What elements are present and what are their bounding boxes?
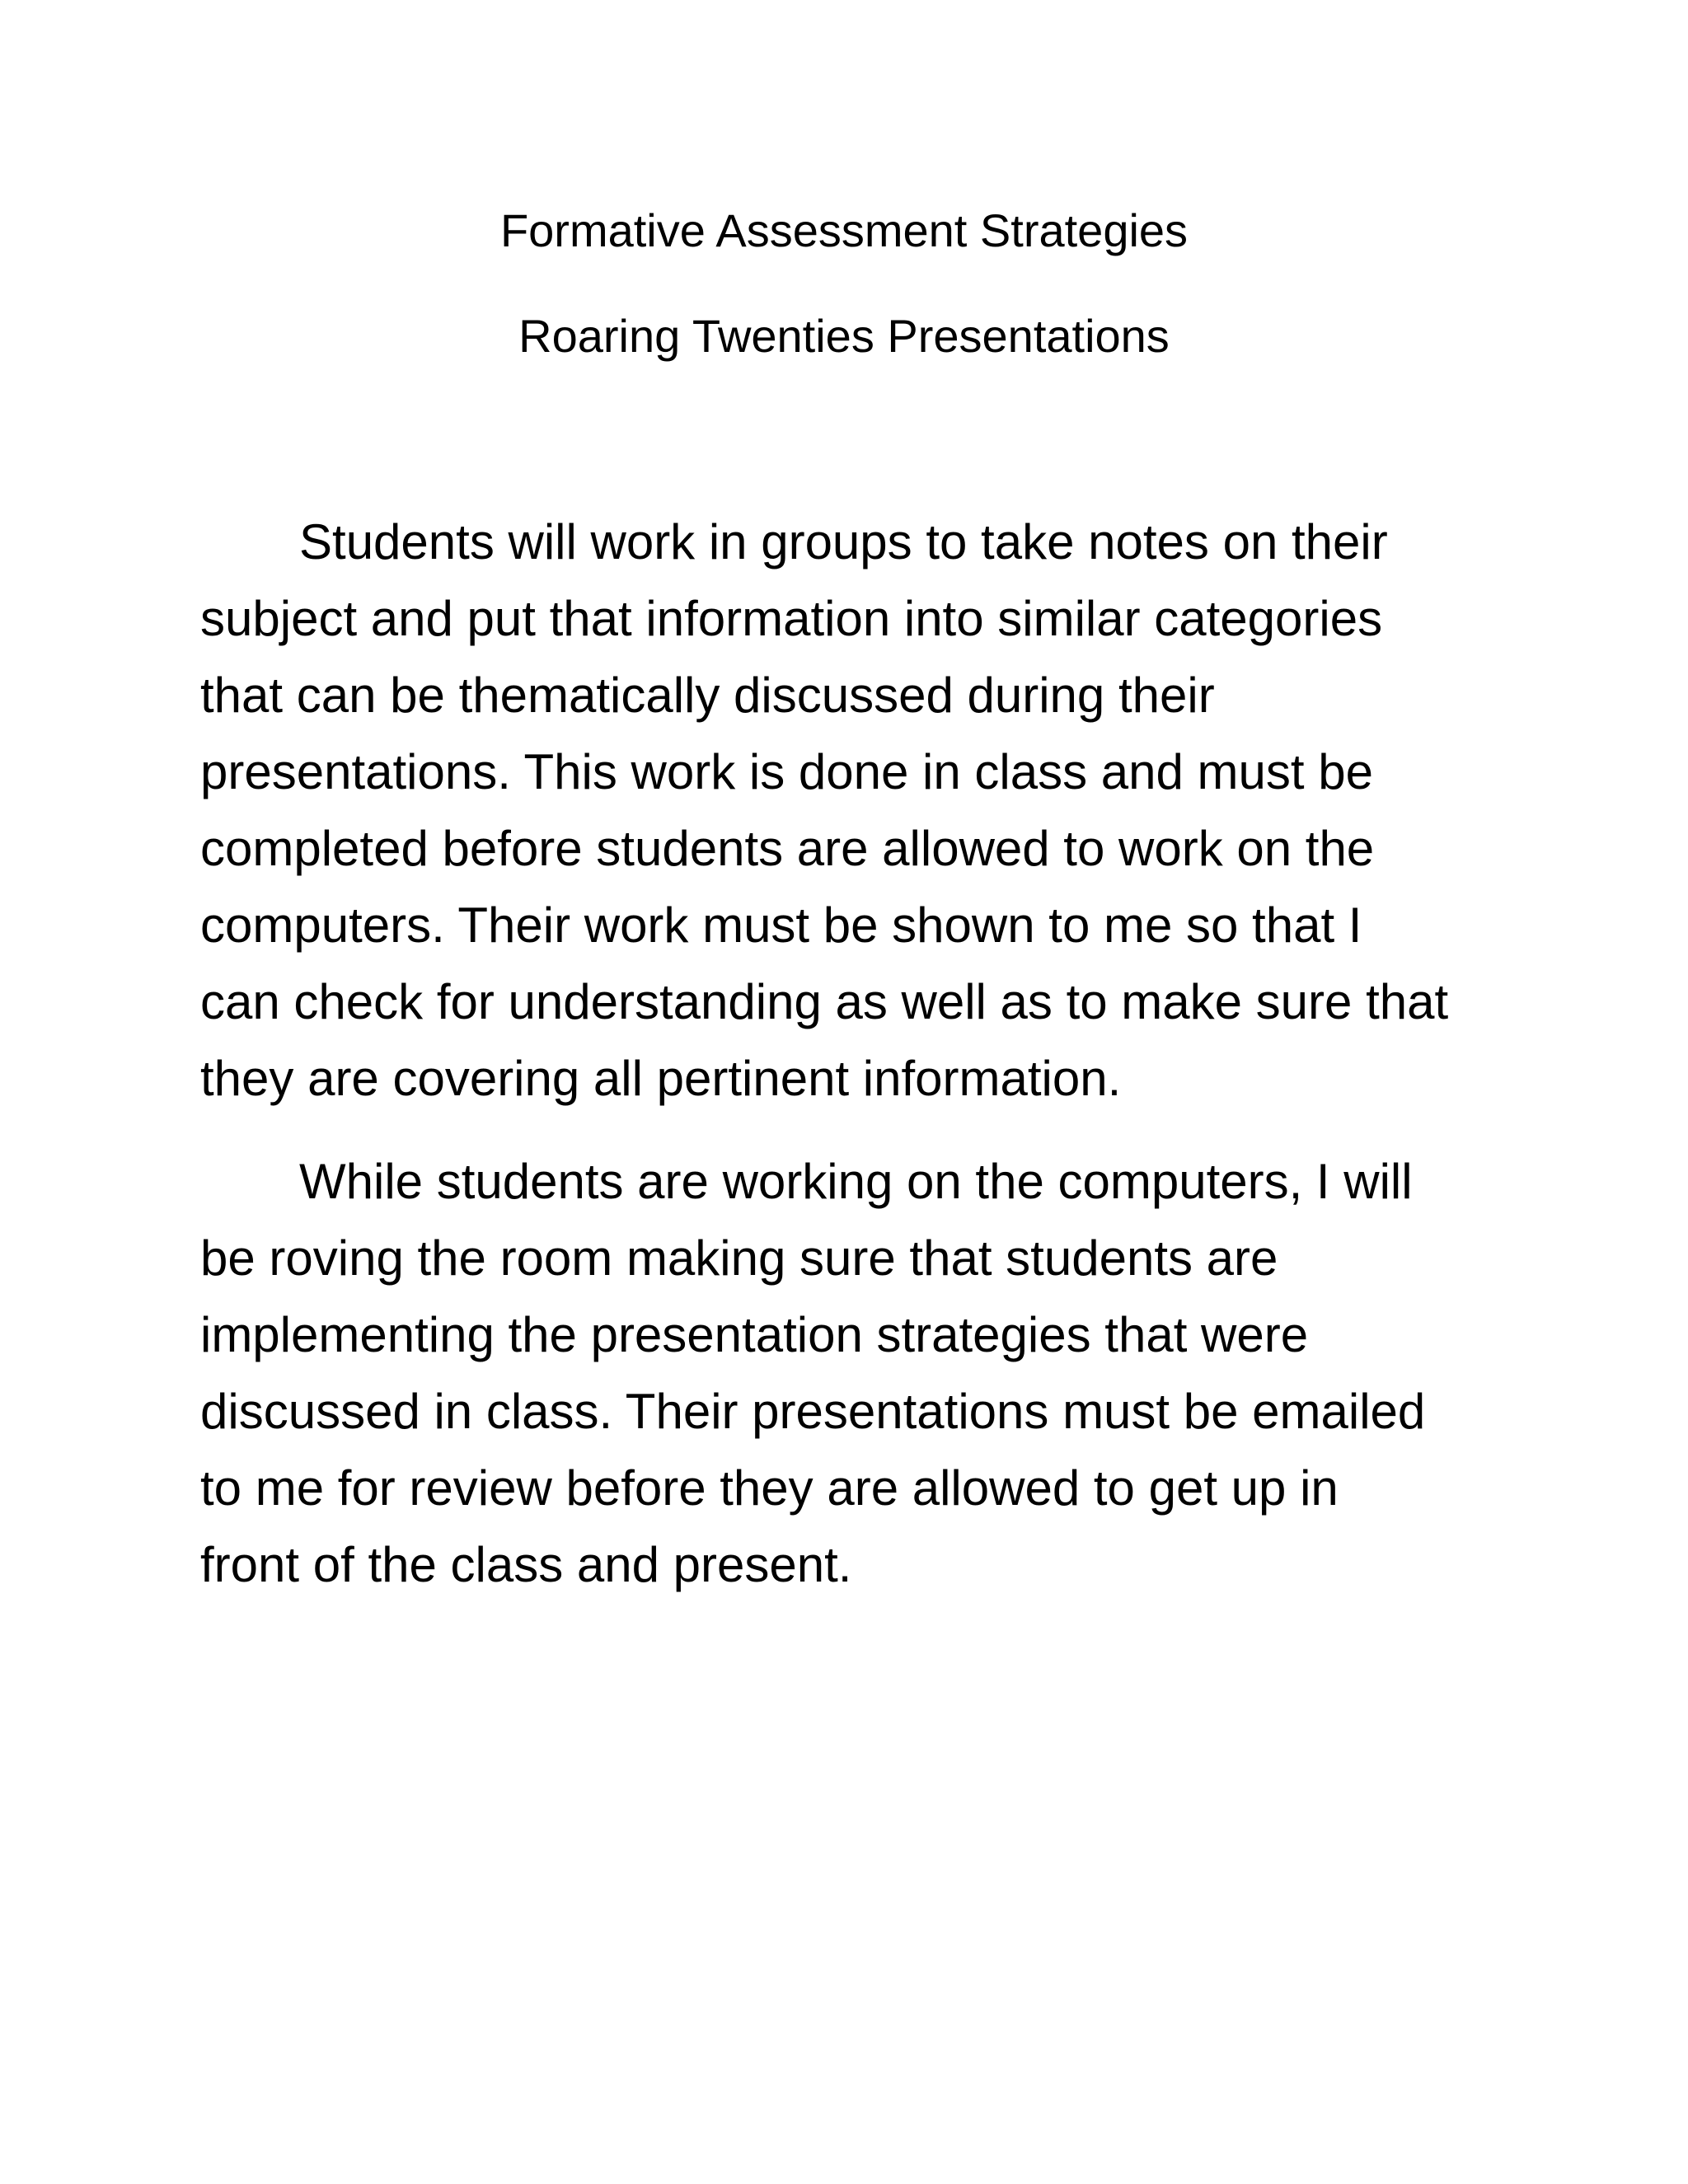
paragraph-line: to me for review before they are allowed to get up in (200, 1460, 1339, 1516)
paragraph-line: computers. Their work must be shown to me so that I (200, 898, 1362, 953)
paragraph-line: Students will work in groups to take notes on their (299, 514, 1388, 569)
paragraph-line: front of the class and present. (200, 1537, 852, 1592)
paragraph-line: they are covering all pertinent information. (200, 1051, 1122, 1106)
document-title: Formative Assessment Strategies (499, 204, 1189, 256)
paragraph-line: be roving the room making sure that students are (200, 1230, 1278, 1286)
document-subtitle: Roaring Twenties Presentations (518, 310, 1170, 362)
paragraph-line: presentations. This work is done in class and must be (200, 744, 1373, 799)
paragraph-line: can check for understanding as well as to make sure that (200, 974, 1449, 1029)
paragraph-line: that can be thematically discussed during their (200, 668, 1215, 723)
paragraph-line: implementing the presentation strategies that were (200, 1307, 1309, 1362)
paragraph-line: discussed in class. Their presentations must be emailed (200, 1384, 1426, 1439)
paragraph-line: completed before students are allowed to work on the (200, 821, 1375, 876)
paragraph-line: While students are working on the computers, I will (299, 1154, 1413, 1209)
paragraph-line: subject and put that information into similar categories (200, 591, 1383, 646)
